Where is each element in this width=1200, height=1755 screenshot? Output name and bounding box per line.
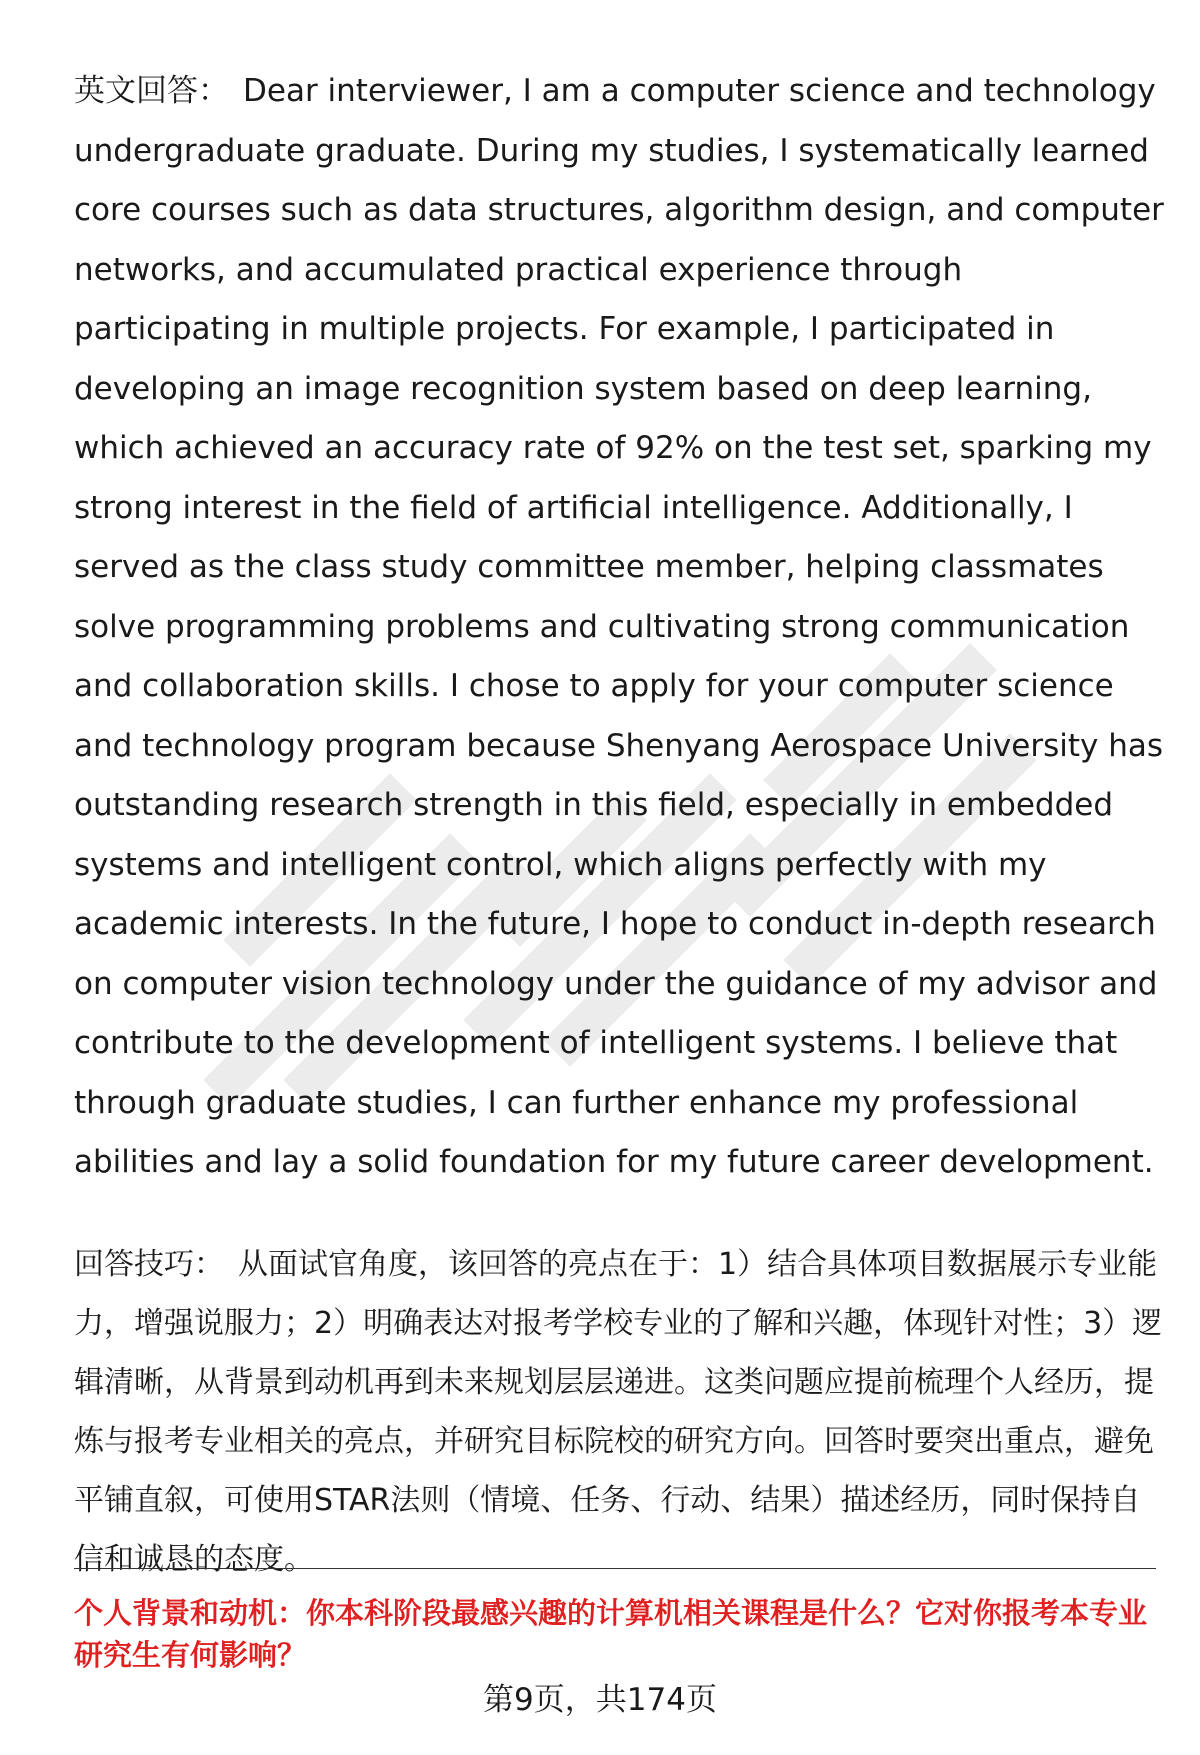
answer-tips-text: 从面试官角度，该回答的亮点在于：1）结合具体项目数据展示专业能力，增强说服力；2）明确表达对报考学校专业的了解和兴趣，体现针对性；3）逻辑清晰，从背景到动机再到未来规划层层递进。这类问题应提前梳理个人经历，提炼与报考专业相关的亮点，并研究目标院校的研究方向。回答时要突出重点，避免平铺直叙，可使用STAR法则（情境、任务、行动、结果）描述经历，同时保持自信和诚恳的态度。: [74, 1246, 1163, 1577]
english-answer: [74, 62, 1166, 1193]
answer-tips-label: 回答技巧：: [74, 1246, 224, 1282]
page-number: 第9页，共174页: [483, 1682, 717, 1718]
answer-tips: [74, 1235, 1166, 1589]
section-divider: [74, 1568, 1156, 1569]
english-answer-text: Dear interviewer, I am a computer science and technology undergraduate graduate. During my studies, I systematically learned core courses such as data structures, algorithm design, and computer networks, and accumulated practical experience through participating in multiple projects. For example, I participated in developing an image recognition system based on deep learning, which achieved an accuracy rate of 92% on the test set, sparking my strong interest in the field of artificial intelligence. Additionally, I served as the class study committee member, helping classmates solve programming problems and cultivating strong communication and collaboration skills. I chose to apply for your computer science and technology program because Shenyang Aerospace University has outstanding research strength in this field, especially in embedded systems and intelligent control, which aligns perfectly with my academic interests. In the future, I hope to conduct in-depth research on computer vision technology under the guidance of my advisor and contribute to the development of intelligent systems. I believe that through graduate studies, I can further enhance my professional abilities and lay a solid foundation for my future career development.: [74, 73, 1164, 1180]
next-question-heading: 个人背景和动机：你本科阶段最感兴趣的计算机相关课程是什么？它对你报考本专业研究生有何影响？: [74, 1596, 1148, 1672]
document-page: [74, 62, 1166, 1589]
english-answer-label: 英文回答：: [74, 73, 229, 109]
